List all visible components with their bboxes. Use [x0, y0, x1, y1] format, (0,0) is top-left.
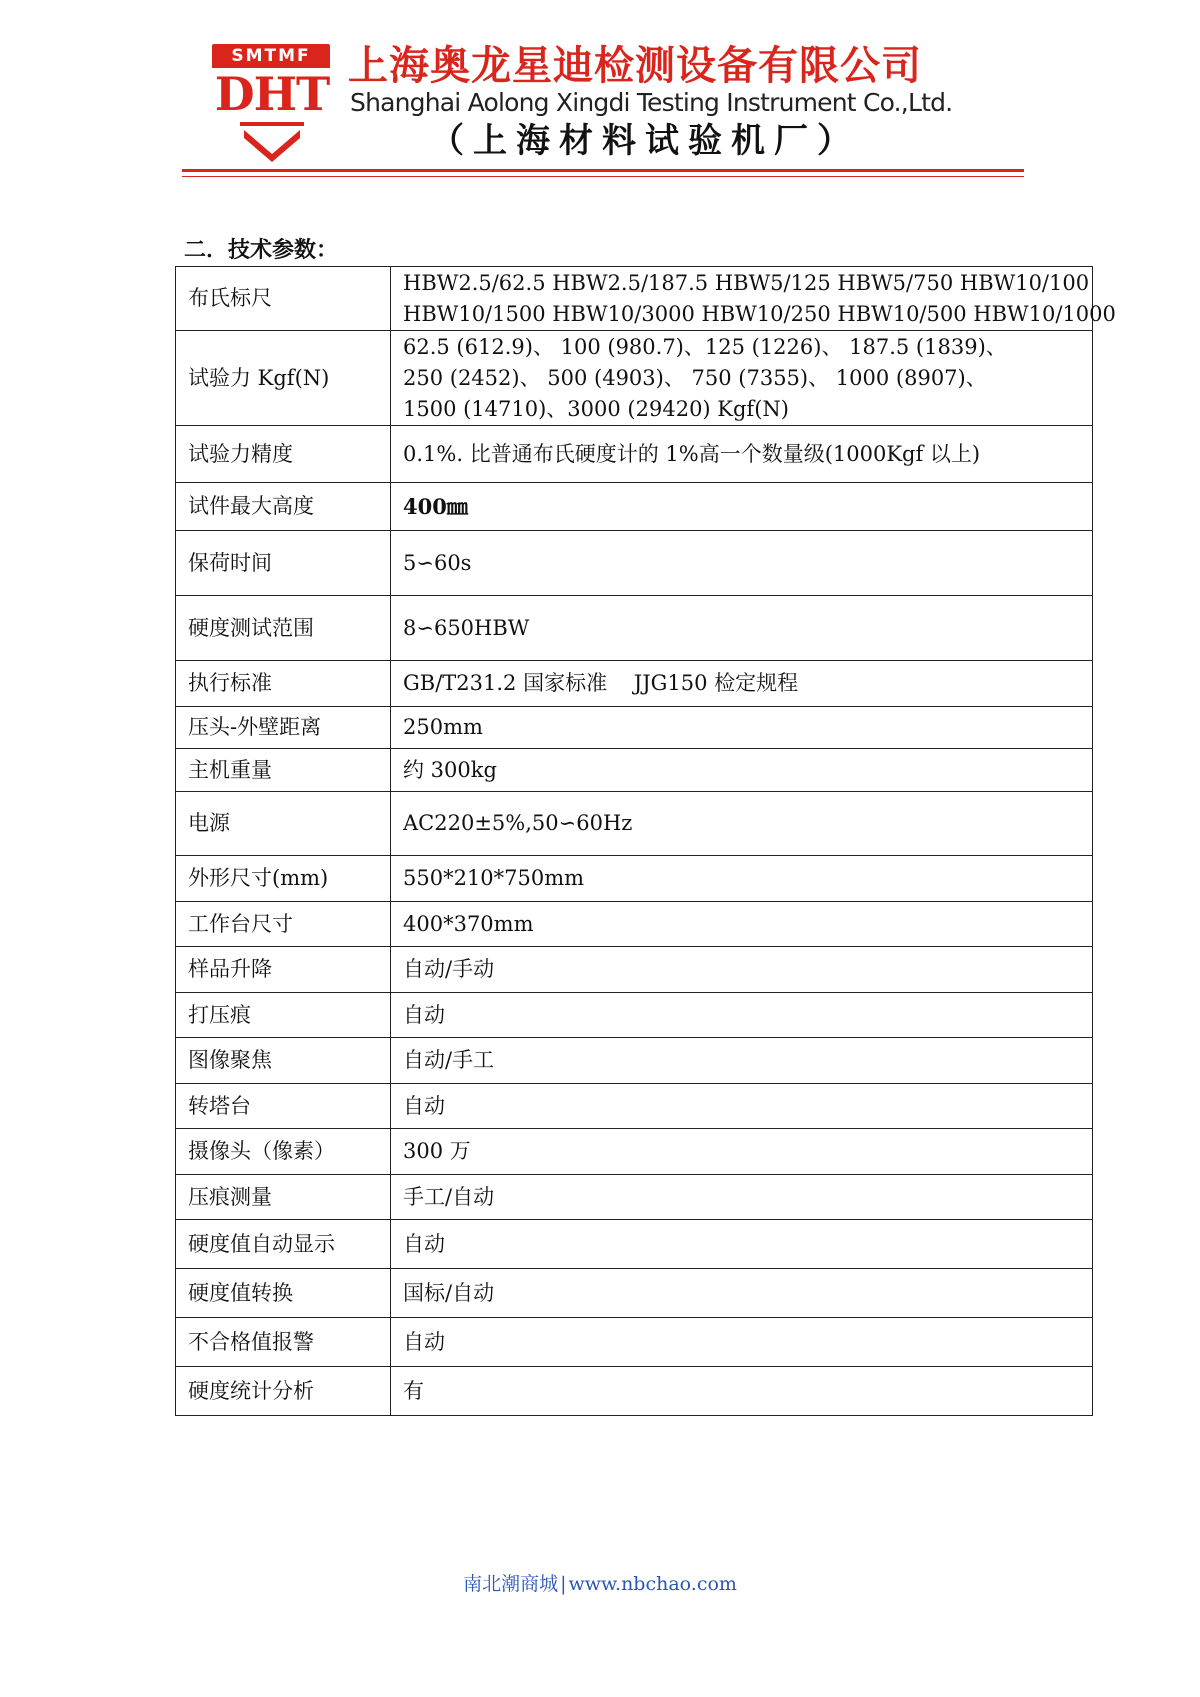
table-row [176, 331, 1093, 426]
spec-value: 0.1%. 比普通布氏硬度计的 1%高一个数量级(1000Kgf 以上) [391, 426, 1093, 483]
footer-shop-link[interactable]: 南北潮商城 [463, 1573, 559, 1595]
spec-label: 执行标准 [176, 661, 391, 707]
spec-value: 国标/自动 [391, 1269, 1093, 1318]
spec-label: 摄像头（像素） [176, 1129, 391, 1175]
table-row [176, 856, 1093, 902]
logo-main-text: DHT [214, 67, 330, 121]
spec-label: 打压痕 [176, 993, 391, 1038]
section-heading: 二．技术参数： [184, 238, 339, 263]
table-row [176, 531, 1093, 596]
company-name-en: Shanghai Aolong Xingdi Testing Instrument Co.,Ltd. [350, 88, 953, 117]
spec-value: AC220±5%,50∽60Hz [391, 792, 1093, 856]
spec-value: 400*370mm [391, 902, 1093, 947]
spec-label: 电源 [176, 792, 391, 856]
spec-label: 压头-外壁距离 [176, 707, 391, 749]
spec-value-line: HBW10/1500 HBW10/3000 HBW10/250 HBW10/500 HBW10/1000 [403, 301, 1116, 326]
spec-label: 试验力精度 [176, 426, 391, 483]
table-row [176, 902, 1093, 947]
table-row [176, 947, 1093, 993]
spec-value: 5∽60s [391, 531, 1093, 596]
header-rule [182, 169, 1024, 172]
spec-label: 试验力 Kgf(N) [176, 331, 391, 426]
table-row [176, 1318, 1093, 1367]
factory-name: （上海材料试验机厂） [430, 121, 860, 161]
table-row [176, 661, 1093, 707]
spec-value: 自动 [391, 1084, 1093, 1129]
spec-table [175, 266, 1116, 1416]
spec-value: 自动 [391, 993, 1093, 1038]
company-logo [208, 44, 336, 162]
spec-label: 试件最大高度 [176, 483, 391, 531]
spec-value: 300 万 [391, 1129, 1093, 1175]
spec-label: 工作台尺寸 [176, 902, 391, 947]
spec-label: 主机重量 [176, 749, 391, 792]
spec-value: 自动/手动 [391, 947, 1093, 993]
page-footer [0, 1570, 1200, 1598]
spec-value: 手工/自动 [391, 1175, 1093, 1220]
spec-value: 400㎜ [391, 483, 1093, 531]
table-row [176, 1129, 1093, 1175]
table-row [176, 1220, 1093, 1269]
table-row [176, 707, 1093, 749]
logo-banner: SMTMF [212, 44, 330, 68]
logo-arrow-mark-icon [240, 122, 304, 162]
table-row [176, 1367, 1093, 1416]
table-row [176, 1269, 1093, 1318]
spec-value: 自动 [391, 1318, 1093, 1367]
spec-label: 样品升降 [176, 947, 391, 993]
table-row [176, 993, 1093, 1038]
table-row [176, 426, 1093, 483]
spec-value: 有 [391, 1367, 1093, 1416]
table-row [176, 1084, 1093, 1129]
spec-value-line: 1500 (14710)、3000 (29420) Kgf(N) [403, 396, 789, 421]
spec-label: 硬度测试范围 [176, 596, 391, 661]
spec-label: 压痕测量 [176, 1175, 391, 1220]
spec-value: 约 300kg [391, 749, 1093, 792]
table-row [176, 596, 1093, 661]
spec-label: 硬度统计分析 [176, 1367, 391, 1416]
table-row [176, 792, 1093, 856]
footer-url-link[interactable]: www.nbchao.com [568, 1573, 737, 1595]
table-row [176, 749, 1093, 792]
spec-value: 550*210*750mm [391, 856, 1093, 902]
spec-label: 布氏标尺 [176, 267, 391, 331]
spec-label: 外形尺寸(mm) [176, 856, 391, 902]
table-row [176, 483, 1093, 531]
spec-label: 硬度值自动显示 [176, 1220, 391, 1269]
spec-value-line: 250 (2452)、 500 (4903)、 750 (7355)、 1000 (8907)、 [403, 365, 987, 390]
spec-label: 图像聚焦 [176, 1038, 391, 1084]
spec-value [391, 267, 1116, 331]
table-row [176, 267, 1093, 331]
spec-label: 转塔台 [176, 1084, 391, 1129]
spec-value: GB/T231.2 国家标准 JJG150 检定规程 [391, 661, 1093, 707]
footer-separator: | [560, 1573, 567, 1595]
spec-value: 8∽650HBW [391, 596, 1093, 661]
spec-value [391, 331, 1093, 426]
spec-label: 不合格值报警 [176, 1318, 391, 1367]
table-row [176, 1038, 1093, 1084]
spec-value-line: 62.5 (612.9)、 100 (980.7)、125 (1226)、 187.5 (1839)、 [403, 334, 1007, 359]
spec-label: 硬度值转换 [176, 1269, 391, 1318]
company-name-cn: 上海奥龙星迪检测设备有限公司 [348, 43, 922, 89]
spec-value: 250mm [391, 707, 1093, 749]
spec-label: 保荷时间 [176, 531, 391, 596]
header-rule-thin [182, 176, 1024, 177]
spec-value: 自动/手工 [391, 1038, 1093, 1084]
table-row [176, 1175, 1093, 1220]
spec-value: 自动 [391, 1220, 1093, 1269]
spec-value-line: HBW2.5/62.5 HBW2.5/187.5 HBW5/125 HBW5/750 HBW10/100 [403, 270, 1090, 295]
